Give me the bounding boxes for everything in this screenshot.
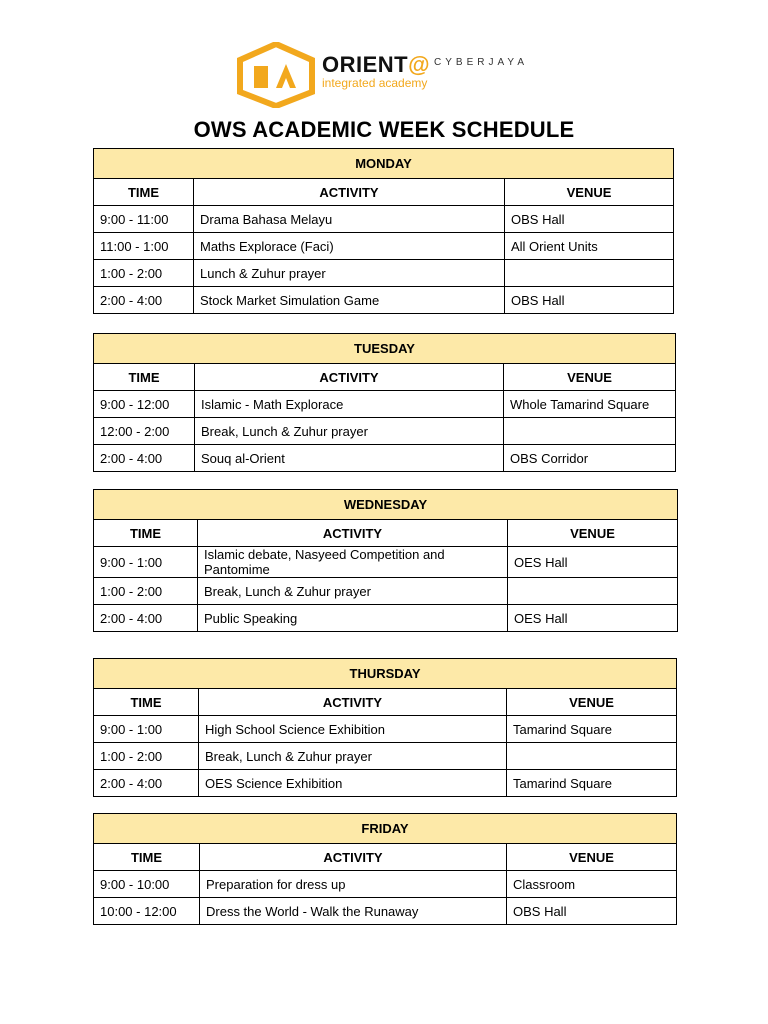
column-header-activity: ACTIVITY — [194, 179, 505, 206]
table-row — [94, 743, 677, 770]
column-header-time: TIME — [94, 179, 194, 206]
day-header: TUESDAY — [94, 334, 676, 364]
logo-wordmark — [322, 54, 528, 89]
table-row — [94, 233, 674, 260]
table-row — [94, 716, 677, 743]
page-title: OWS ACADEMIC WEEK SCHEDULE — [193, 117, 575, 142]
activity-cell: High School Science Exhibition — [199, 716, 507, 743]
table-row — [94, 578, 678, 605]
table-row — [94, 206, 674, 233]
venue-cell — [508, 578, 678, 605]
venue-cell: OBS Corridor — [504, 445, 676, 472]
venue-cell — [507, 743, 677, 770]
column-header-venue: VENUE — [507, 844, 677, 871]
schedule-table-thursday — [93, 658, 677, 797]
venue-cell: All Orient Units — [505, 233, 674, 260]
venue-cell: Tamarind Square — [507, 770, 677, 797]
time-cell: 2:00 - 4:00 — [94, 445, 195, 472]
column-header-activity: ACTIVITY — [198, 520, 508, 547]
logo-city: CYBERJAYA — [434, 57, 529, 68]
venue-cell: OBS Hall — [505, 206, 674, 233]
table-row — [94, 260, 674, 287]
logo-brand: ORIENT — [322, 52, 409, 77]
table-row — [94, 871, 677, 898]
venue-cell: OBS Hall — [507, 898, 677, 925]
activity-cell: Stock Market Simulation Game — [194, 287, 505, 314]
table-row — [94, 547, 678, 578]
venue-cell: Tamarind Square — [507, 716, 677, 743]
column-header-activity: ACTIVITY — [199, 689, 507, 716]
activity-cell: Break, Lunch & Zuhur prayer — [198, 578, 508, 605]
day-header: WEDNESDAY — [94, 490, 678, 520]
logo-at-sign: @ — [408, 52, 430, 77]
time-cell: 11:00 - 1:00 — [94, 233, 194, 260]
activity-cell: Break, Lunch & Zuhur prayer — [195, 418, 504, 445]
venue-cell: OES Hall — [508, 547, 678, 578]
venue-cell: Classroom — [507, 871, 677, 898]
activity-cell: Drama Bahasa Melayu — [194, 206, 505, 233]
table-row — [94, 898, 677, 925]
table-row — [94, 445, 676, 472]
activity-cell: Maths Explorace (Faci) — [194, 233, 505, 260]
table-row — [94, 605, 678, 632]
time-cell: 2:00 - 4:00 — [94, 770, 199, 797]
venue-cell: OBS Hall — [505, 287, 674, 314]
column-header-venue: VENUE — [508, 520, 678, 547]
table-row — [94, 770, 677, 797]
column-header-activity: ACTIVITY — [195, 364, 504, 391]
activity-cell: Public Speaking — [198, 605, 508, 632]
column-header-venue: VENUE — [505, 179, 674, 206]
time-cell: 10:00 - 12:00 — [94, 898, 200, 925]
table-row — [94, 418, 676, 445]
time-cell: 9:00 - 1:00 — [94, 547, 198, 578]
orient-logo — [236, 42, 556, 108]
column-header-activity: ACTIVITY — [200, 844, 507, 871]
time-cell: 2:00 - 4:00 — [94, 287, 194, 314]
activity-cell: OES Science Exhibition — [199, 770, 507, 797]
time-cell: 2:00 - 4:00 — [94, 605, 198, 632]
time-cell: 1:00 - 2:00 — [94, 578, 198, 605]
activity-cell: Islamic debate, Nasyeed Competition and Pantomime — [198, 547, 508, 578]
time-cell: 1:00 - 2:00 — [94, 260, 194, 287]
column-header-time: TIME — [94, 520, 198, 547]
schedule-table-friday — [93, 813, 677, 925]
time-cell: 9:00 - 11:00 — [94, 206, 194, 233]
activity-cell: Souq al-Orient — [195, 445, 504, 472]
table-row — [94, 287, 674, 314]
schedule-table-tuesday — [93, 333, 676, 472]
day-header: FRIDAY — [94, 814, 677, 844]
activity-cell: Preparation for dress up — [200, 871, 507, 898]
column-header-venue: VENUE — [507, 689, 677, 716]
time-cell: 1:00 - 2:00 — [94, 743, 199, 770]
activity-cell: Islamic - Math Explorace — [195, 391, 504, 418]
activity-cell: Dress the World - Walk the Runaway — [200, 898, 507, 925]
activity-cell: Lunch & Zuhur prayer — [194, 260, 505, 287]
column-header-time: TIME — [94, 689, 199, 716]
time-cell: 12:00 - 2:00 — [94, 418, 195, 445]
venue-cell: Whole Tamarind Square — [504, 391, 676, 418]
time-cell: 9:00 - 12:00 — [94, 391, 195, 418]
activity-cell: Break, Lunch & Zuhur prayer — [199, 743, 507, 770]
schedule-table-wednesday — [93, 489, 678, 632]
column-header-venue: VENUE — [504, 364, 676, 391]
hexagon-logo-icon — [236, 42, 316, 108]
schedule-table-monday — [93, 148, 674, 314]
column-header-time: TIME — [94, 364, 195, 391]
column-header-time: TIME — [94, 844, 200, 871]
time-cell: 9:00 - 10:00 — [94, 871, 200, 898]
time-cell: 9:00 - 1:00 — [94, 716, 199, 743]
venue-cell — [505, 260, 674, 287]
table-row — [94, 391, 676, 418]
day-header: MONDAY — [94, 149, 674, 179]
logo-tagline: integrated academy — [322, 76, 428, 90]
venue-cell — [504, 418, 676, 445]
day-header: THURSDAY — [94, 659, 677, 689]
venue-cell: OES Hall — [508, 605, 678, 632]
